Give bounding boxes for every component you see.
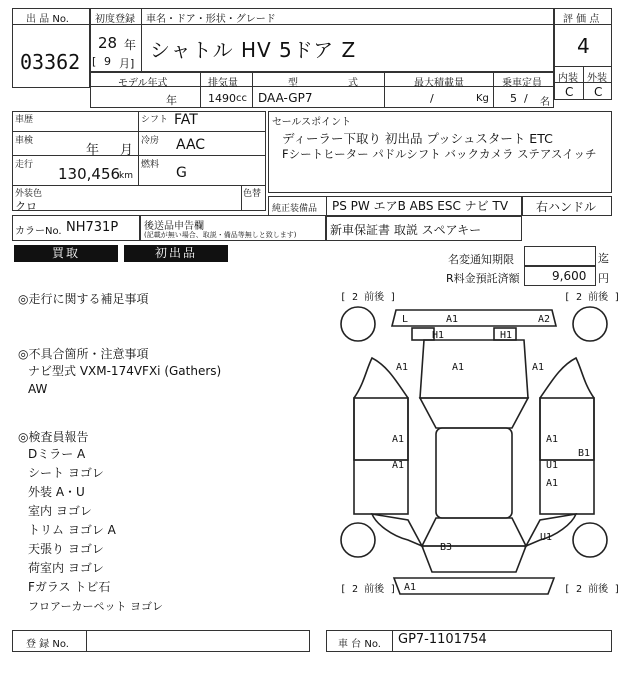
registration-month: 9 (104, 55, 111, 68)
mark-a1-door-right-front: A1 (546, 434, 559, 445)
drive-side-value: 右ハンドル (536, 200, 597, 214)
rear-hatch (422, 546, 526, 572)
details-box (12, 111, 266, 211)
mark-h1-left: H1 (432, 330, 445, 341)
mark-u1-door-right: U1 (546, 460, 559, 471)
capacity-separator: / (524, 92, 528, 105)
interior-grade: C (565, 85, 574, 99)
registration-month-unit: 月] (119, 57, 135, 70)
lot-number-label: 出 品 No. (26, 14, 69, 25)
max-load-value: / (430, 92, 434, 105)
inspector-item: 外装 A・U (28, 485, 85, 499)
capacity-label: 乗車定員 (502, 78, 542, 89)
rear-window (422, 518, 526, 546)
defects-label: ◎不具合箇所・注意事項 (18, 347, 149, 361)
displacement-unit: cc (236, 93, 247, 104)
mark-b3-rear: B3 (440, 542, 453, 553)
first-listing-badge: 初出品 (124, 245, 228, 262)
mark-a1-door-left-front: A1 (392, 434, 405, 445)
exterior-grade-label: 外装 (587, 73, 607, 84)
registration-year: 28 (98, 34, 118, 52)
score-label: 評 価 点 (563, 14, 600, 25)
equipment-value: PS PW エアB ABS ESC ナビ TV (332, 199, 509, 213)
front-bumper-outline (392, 310, 556, 326)
mark-a1-rear-bumper: A1 (404, 582, 417, 593)
tag-top-left: [ 2 前後 ] (340, 292, 397, 303)
delivery-note: (記載が無い場合、取説・備品等無しと致します) (144, 231, 297, 239)
lot-number: 03362 (20, 50, 81, 74)
chassis-number: GP7-1101754 (398, 632, 487, 647)
mark-a1-door-left-rear: A1 (392, 460, 405, 471)
name-change-unit: 迄 (598, 252, 609, 265)
recycle-label: R料金預託済額 (446, 272, 520, 285)
recycle-unit: 円 (598, 272, 609, 285)
mark-a2-bumper: A2 (538, 314, 551, 325)
first-registration-label: 初度登録 (95, 14, 135, 25)
max-load-label: 最大積載量 (414, 78, 464, 89)
headlight-left (412, 328, 434, 340)
mark-b1-side: B1 (578, 448, 591, 459)
tyre-rear-left (341, 523, 375, 557)
tag-bottom-left: [ 2 前後 ] (340, 584, 397, 595)
inspector-item: 室内 ヨゴレ (28, 504, 92, 518)
model-label: 型 (288, 78, 298, 89)
interior-grade-label: 内装 (558, 73, 578, 84)
name-change-label: 名変通知期限 (448, 253, 514, 266)
aircon-label: 冷房 (141, 136, 160, 146)
mileage-label: 走行 (15, 160, 34, 170)
supplement-label: ◎走行に関する補足事項 (18, 292, 149, 306)
mark-u1-rear-right: U1 (540, 532, 553, 543)
color-no-label: カラーNo. (15, 226, 62, 237)
inspector-item: トリム ヨゴレ A (28, 523, 116, 537)
exterior-color-label: 外装色 (15, 189, 43, 199)
mark-l: L (402, 314, 409, 325)
model-label-2: 式 (348, 78, 358, 89)
delivery-label: 後送品申告欄 (144, 221, 204, 232)
sales-point-line-1: ディーラー下取り 初出品 プッシュスタート ETC (282, 131, 553, 146)
sales-point-label: セールスポイント (272, 117, 352, 128)
inspection-year-unit: 年 (86, 143, 100, 158)
car-name-label: 車名・ドア・形状・グレード (146, 14, 276, 25)
defect-item: AW (28, 382, 48, 396)
left-door-panel (354, 398, 408, 514)
capacity-value: 5 (510, 92, 517, 105)
mark-a1-fender-right: A1 (532, 362, 545, 373)
mark-a1-fender-left: A1 (396, 362, 409, 373)
roof (436, 428, 512, 518)
repaint-label: 色替 (243, 189, 262, 199)
tyre-front-right (573, 307, 607, 341)
exterior-grade: C (594, 85, 603, 99)
inspector-item: フロアーカーペット ヨゴレ (28, 600, 163, 613)
displacement-label: 排気量 (208, 78, 238, 89)
history-label: 車歴 (15, 115, 34, 125)
recycle-value: 9,600 (552, 269, 587, 283)
color-no-value: NH731P (66, 220, 119, 235)
inspection-month-unit: 月 (120, 143, 134, 158)
shift-label: シフト (141, 115, 169, 125)
hood-outline (420, 340, 528, 398)
score: 4 (577, 34, 590, 58)
car-name: シャトル HV 5ドア Z (150, 38, 357, 62)
tag-top-right: [ 2 前後 ] (564, 292, 621, 303)
mark-a1-door-right-rear: A1 (546, 478, 559, 489)
exterior-color-value: クロ (15, 200, 37, 213)
chassis-number-label: 車 台 No. (338, 639, 381, 650)
inspector-item: 天張り ヨゴレ (28, 542, 104, 556)
max-load-unit: Kg (476, 93, 489, 104)
windshield (420, 398, 528, 428)
model-year-label: モデル年式 (118, 78, 168, 89)
rear-bumper-outline (394, 578, 554, 594)
purchase-badge: 買取 (14, 245, 118, 262)
inspector-item: シート ヨゴレ (28, 466, 104, 480)
mileage-value: 130,456 (58, 165, 121, 183)
mark-h1-right: H1 (500, 330, 513, 341)
rear-quarter-left (372, 514, 422, 546)
sales-point-line-2: Fシートヒーター パドルシフト バックカメラ ステアスイッチ (282, 147, 597, 161)
fuel-label: 燃料 (141, 160, 160, 170)
inspector-item: Fガラス トビ石 (28, 580, 111, 594)
name-change-box (524, 246, 596, 266)
model-code: DAA-GP7 (258, 91, 313, 105)
mark-a1-hood: A1 (452, 362, 465, 373)
displacement-value: 1490 (208, 92, 236, 105)
model-year-unit: 年 (166, 94, 177, 107)
aircon-value: AAC (176, 137, 206, 153)
shift-value: FAT (174, 112, 198, 128)
fuel-value: G (176, 165, 187, 181)
defect-item: ナビ型式 VXM-174VFXi (Gathers) (28, 364, 222, 378)
car-diagram (336, 288, 621, 600)
extras-value: 新車保証書 取説 スペアキー (330, 223, 482, 237)
tag-bottom-right: [ 2 前後 ] (564, 584, 621, 595)
inspection-label: 車検 (15, 136, 34, 146)
mark-a1-bumper: A1 (446, 314, 459, 325)
inspector-item: 荷室内 ヨゴレ (28, 561, 104, 575)
inspector-item: Dミラー A (28, 447, 86, 461)
month-bracket: [ (92, 55, 97, 68)
registration-number-label: 登 録 No. (26, 639, 69, 650)
inspector-label: ◎検査員報告 (18, 430, 89, 444)
equipment-label: 純正装備品 (272, 204, 318, 214)
tyre-rear-right (573, 523, 607, 557)
capacity-unit: 名 (540, 97, 550, 108)
mileage-unit: km (119, 171, 133, 181)
registration-year-unit: 年 (124, 38, 137, 52)
tyre-front-left (341, 307, 375, 341)
